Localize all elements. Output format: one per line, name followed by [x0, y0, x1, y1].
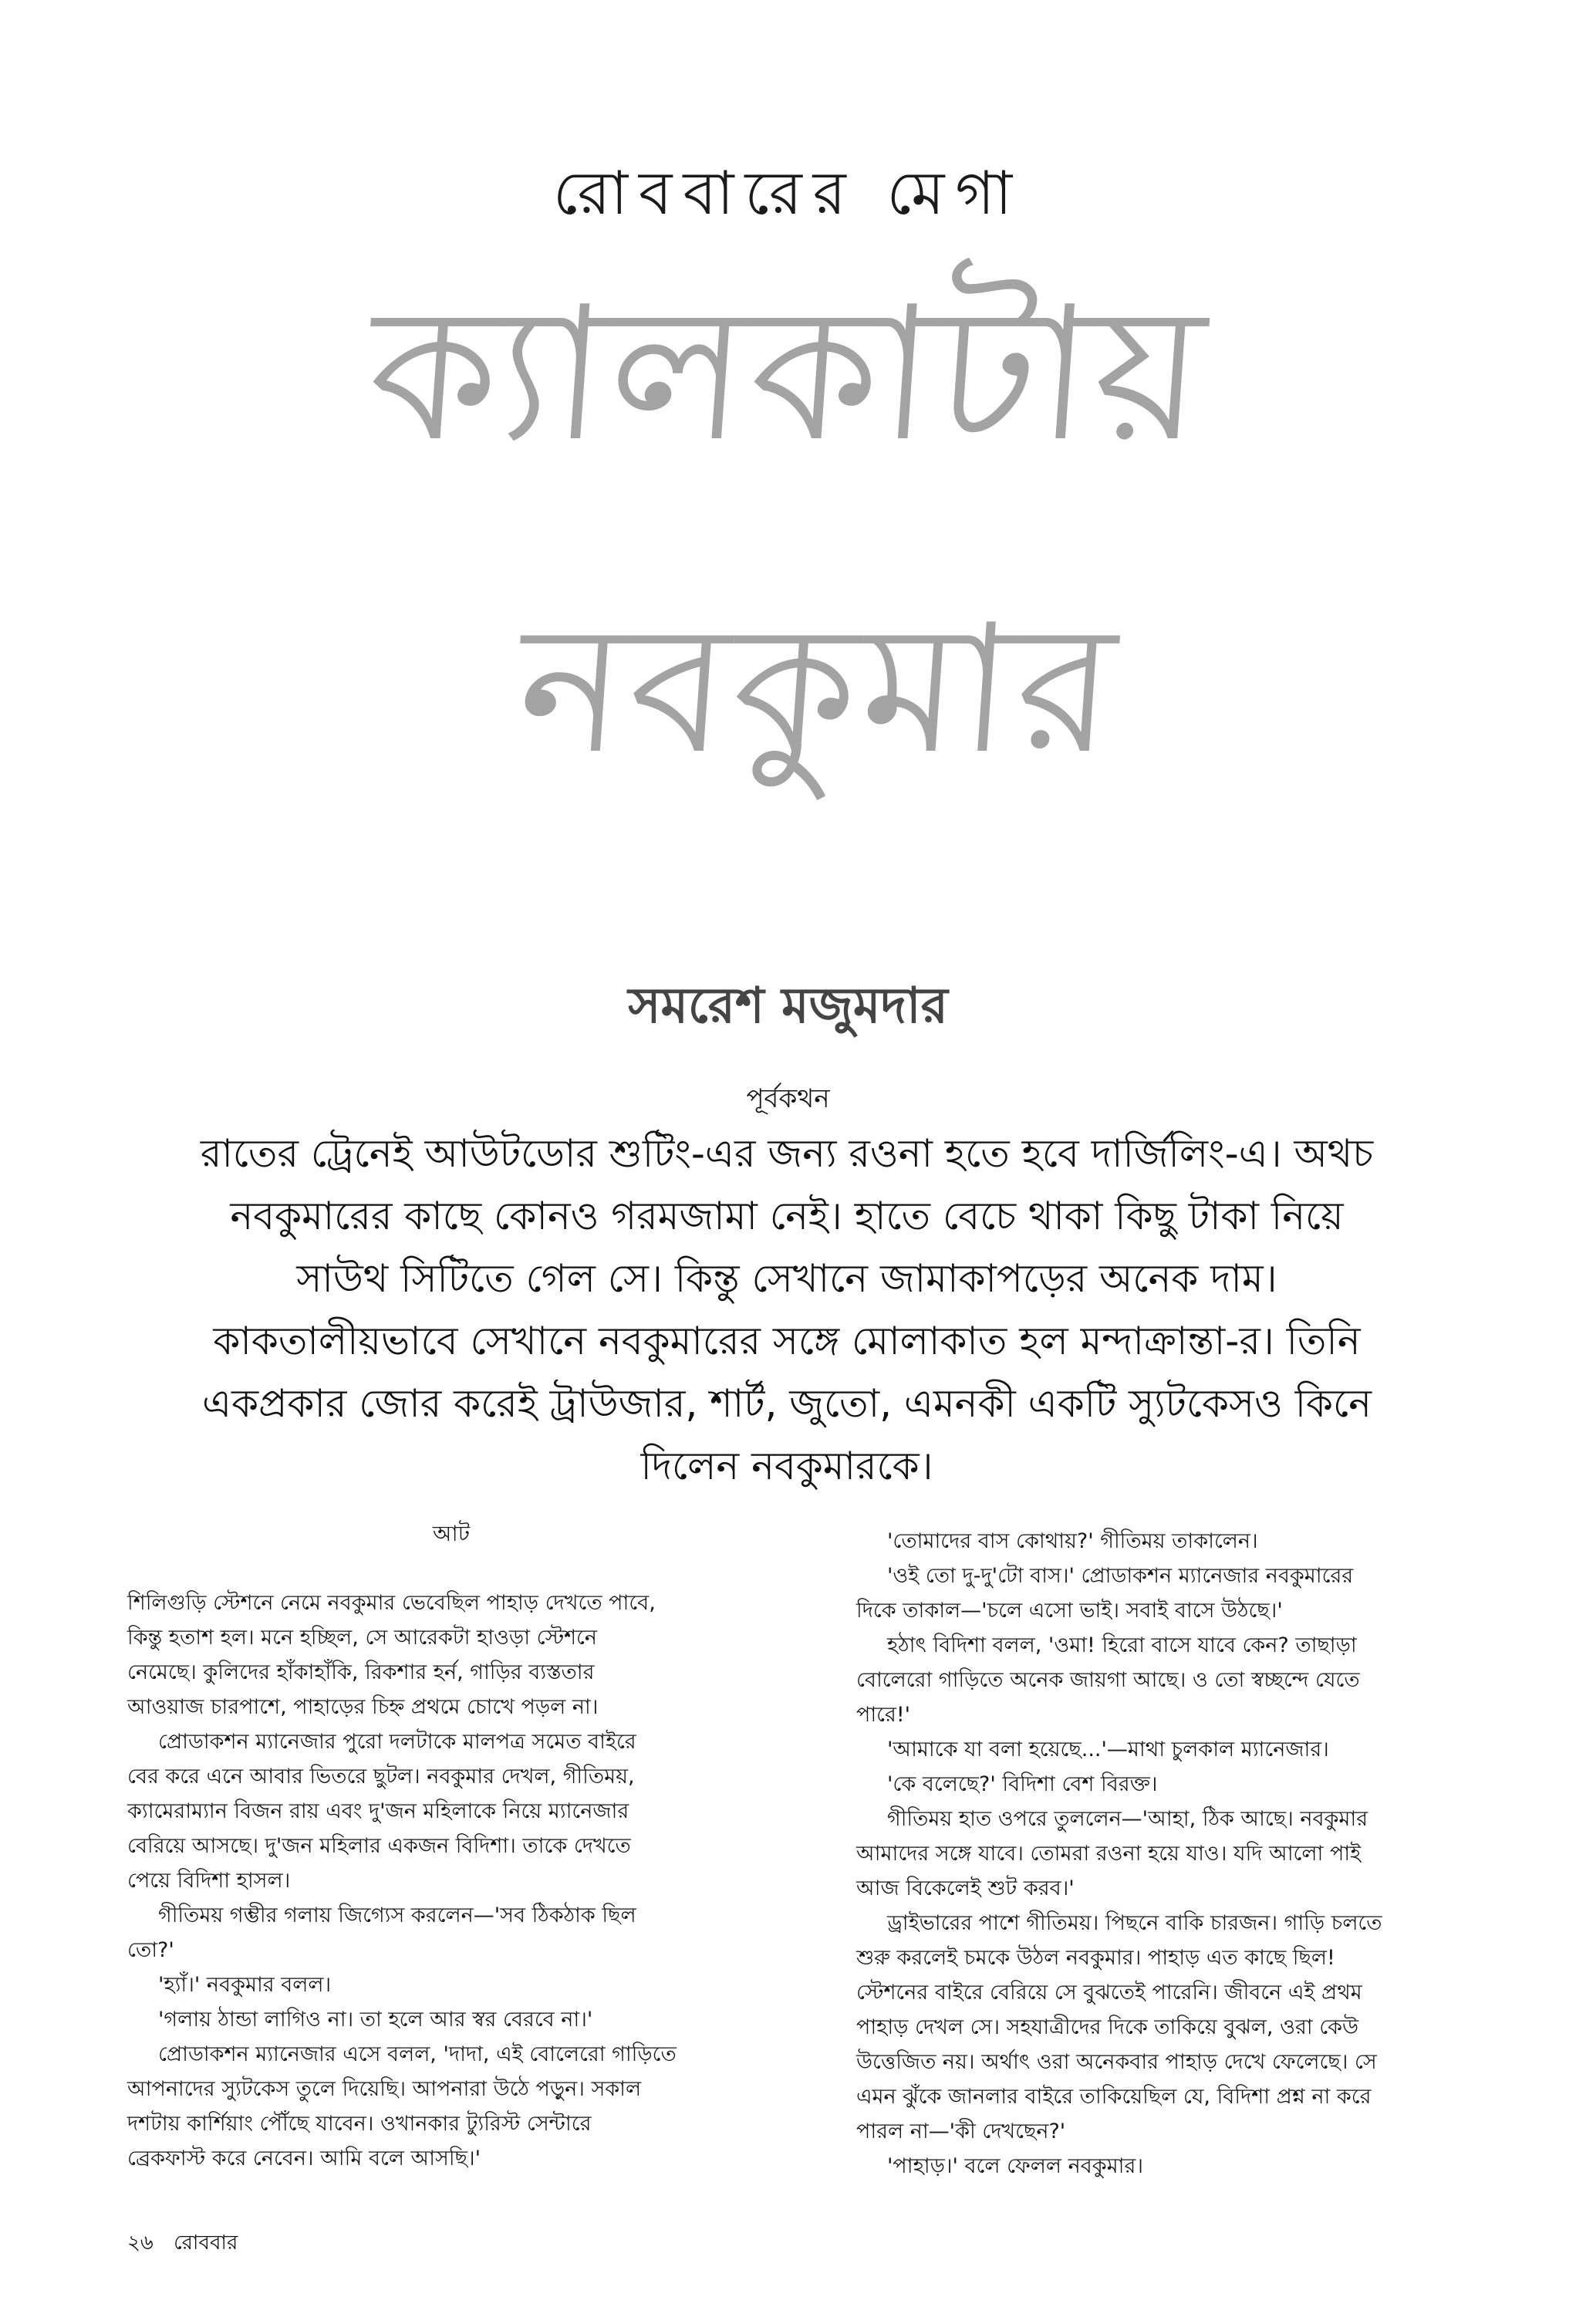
body-text-line: 'তোমাদের বাস কোথায়?' গীতিময় তাকালেন। — [887, 1529, 1258, 1553]
chapter-number: আট — [433, 1521, 470, 1546]
author-name: সমরেশ মজুমদার — [628, 977, 948, 1035]
body-text-line: প্রোডাকশন ম্যানেজার পুরো দলটাকে মালপত্র সমেত বাইরে — [158, 1730, 636, 1754]
body-text-line: 'আমাকে যা বলা হয়েছে...'—মাথা চুলকাল ম্যানেজার। — [887, 1738, 1329, 1762]
story-title-line-2: নবকুমার — [511, 587, 1126, 793]
right-column-text — [856, 1524, 1504, 2184]
synopsis-line: সাউথ সিটিতে গেল সে। কিন্তু সেখানে জামাকাপড়ের অনেক দাম। — [296, 1256, 1277, 1301]
synopsis-line: একপ্রকার জোর করেই ট্রাউজার, শার্ট, জুতো, এমনকী একটি স্যুটকেসও কিনে — [202, 1381, 1372, 1426]
body-text-line: বেরিয়ে আসছে। দু'জন মহিলার একজন বিদিশা। তাকে দেখতে — [127, 1834, 631, 1858]
body-text-line: শিলিগুড়ি স্টেশনে নেমে নবকুমার ভেবেছিল পাহাড় দেখতে পাবে, — [127, 1591, 656, 1615]
body-text-line: শুরু করলেই চমকে উঠল নবকুমার। পাহাড় এত কাছে ছিল! — [856, 1946, 1335, 1970]
body-text-line: প্রোডাকশন ম্যানেজার এসে বলল, 'দাদা, এই বোলেরো গাড়িতে — [158, 2042, 677, 2066]
body-text-line: ক্যামেরাম্যান বিজন রায় এবং দু'জন মহিলাকে নিয়ে ম্যানেজার — [127, 1799, 629, 1823]
body-column-left — [127, 1516, 775, 2176]
body-text-line: পারল না—'কী দেখছেন?' — [856, 2120, 1066, 2143]
body-text-line: পারে!' — [856, 1703, 911, 1727]
body-text-line: 'ওই তো দু-দু'টো বাস।' প্রোডাকশন ম্যানেজার নবকুমারের — [887, 1564, 1354, 1588]
body-text-line: গীতিময় হাত ওপরে তুললেন—'আহা, ঠিক আছে। নবকুমার — [887, 1807, 1368, 1831]
synopsis-block — [116, 1123, 1458, 1498]
body-text-line: দিকে তাকাল—'চলে এসো ভাই। সবাই বাসে উঠছে।' — [856, 1599, 1283, 1623]
body-text-line: পেয়ে বিদিশা হাসল। — [127, 1869, 291, 1893]
page-number: ২৬ — [127, 2231, 154, 2255]
body-text-line: স্টেশনের বাইরে বেরিয়ে সে বুঝতেই পারেনি। জীবনে এই প্রথম — [856, 1981, 1362, 2005]
body-text-line: 'গলায় ঠান্ডা লাগিও না। তা হলে আর স্বর বেরবে না।' — [158, 2008, 593, 2032]
body-text-line: এমন ঝুঁকে জানলার বাইরে তাকিয়েছিল যে, বিদিশা প্রশ্ন না করে — [856, 2085, 1372, 2109]
body-column-right — [856, 1524, 1504, 2184]
body-text-line: কিন্তু হতাশ হল। মনে হচ্ছিল, সে আরেকটা হাওড়া স্টেশনে — [127, 1626, 598, 1650]
synopsis-line: দিলেন নবকুমারকে। — [640, 1444, 933, 1488]
body-text-line: পাহাড় দেখল সে। সহযাত্রীদের দিকে তাকিয়ে বুঝল, ওরা কেউ — [856, 2015, 1359, 2039]
body-text-line: ড্রাইভারের পাশে গীতিময়। পিছনে বাকি চারজন। গাড়ি চলতে — [887, 1911, 1382, 1935]
body-text-line: তো?' — [127, 1938, 174, 1962]
left-column-text — [127, 1586, 775, 2176]
body-text-line: আওয়াজ চারপাশে, পাহাড়ের চিহ্ন প্রথমে চোখে পড়ল না। — [127, 1695, 599, 1719]
body-text-line: গীতিময় গম্ভীর গলায় জিগ্যেস করলেন—'সব ঠিকঠাক ছিল — [158, 1903, 636, 1927]
body-text-line: বোলেরো গাড়িতে অনেক জায়গা আছে। ও তো স্বচ্ছন্দে যেতে — [856, 1668, 1360, 1692]
synopsis-line: রাতের ট্রেনেই আউটডোর শুটিং-এর জন্য রওনা হতে হবে দার্জিলিং-এ। অথচ — [200, 1131, 1374, 1176]
body-text-line: 'কে বলেছে?' বিদিশা বেশ বিরক্ত। — [887, 1772, 1158, 1796]
synopsis-line: নবকুমারের কাছে কোনও গরমজামা নেই। হাতে বেচে থাকা কিছু টাকা নিয়ে — [230, 1194, 1344, 1238]
body-text-line: ব্রেকফাস্ট করে নেবেন। আমি বলে আসছি।' — [127, 2147, 481, 2170]
magazine-name: রোববার — [174, 2231, 238, 2255]
series-kicker: রোববারের মেগা — [552, 159, 1024, 228]
body-text-line: আপনাদের স্যুটকেস তুলে দিয়েছি। আপনারা উঠে পড়ুন। সকাল — [127, 2077, 642, 2101]
body-text-line: উত্তেজিত নয়। অর্থাৎ ওরা অনেকবার পাহাড় দেখে ফেলেছে। সে — [856, 2050, 1377, 2074]
body-text-line: আমাদের সঙ্গে যাবে। তোমরা রওনা হয়ে যাও। যদি আলো পাই — [856, 1842, 1362, 1866]
body-text-line: হঠাৎ বিদিশা বলল, 'ওমা! হিরো বাসে যাবে কেন? তাছাড়া — [887, 1633, 1357, 1657]
body-text-line: 'পাহাড়।' বলে ফেলল নবকুমার। — [887, 2154, 1143, 2178]
page-footer — [127, 2227, 238, 2261]
synopsis-line: কাকতালীয়ভাবে সেখানে নবকুমারের সঙ্গে মোলাকাত হল মন্দাক্রান্তা-র। তিনি — [213, 1319, 1361, 1363]
previously-label: পূর্বকথন — [746, 1083, 830, 1114]
body-text-line: 'হ্যাঁ।' নবকুমার বলল। — [158, 1973, 332, 1997]
body-text-line: নেমেছে। কুলিদের হাঁকাহাঁকি, রিকশার হর্ন, গাড়ির ব্যস্ততার — [127, 1660, 595, 1684]
body-text-line: বের করে এনে আবার ভিতরে ছুটল। নবকুমার দেখল, গীতিময়, — [127, 1765, 635, 1789]
body-text-line: দশটায় কার্শিয়াং পৌঁছে যাবেন। ওখানকার ট্যুরিস্ট সেন্টারে — [127, 2112, 592, 2136]
body-text-line: আজ বিকেলেই শুট করব।' — [856, 1876, 1075, 1900]
story-title-line-1: ক্যালকাটায় — [362, 266, 1214, 482]
